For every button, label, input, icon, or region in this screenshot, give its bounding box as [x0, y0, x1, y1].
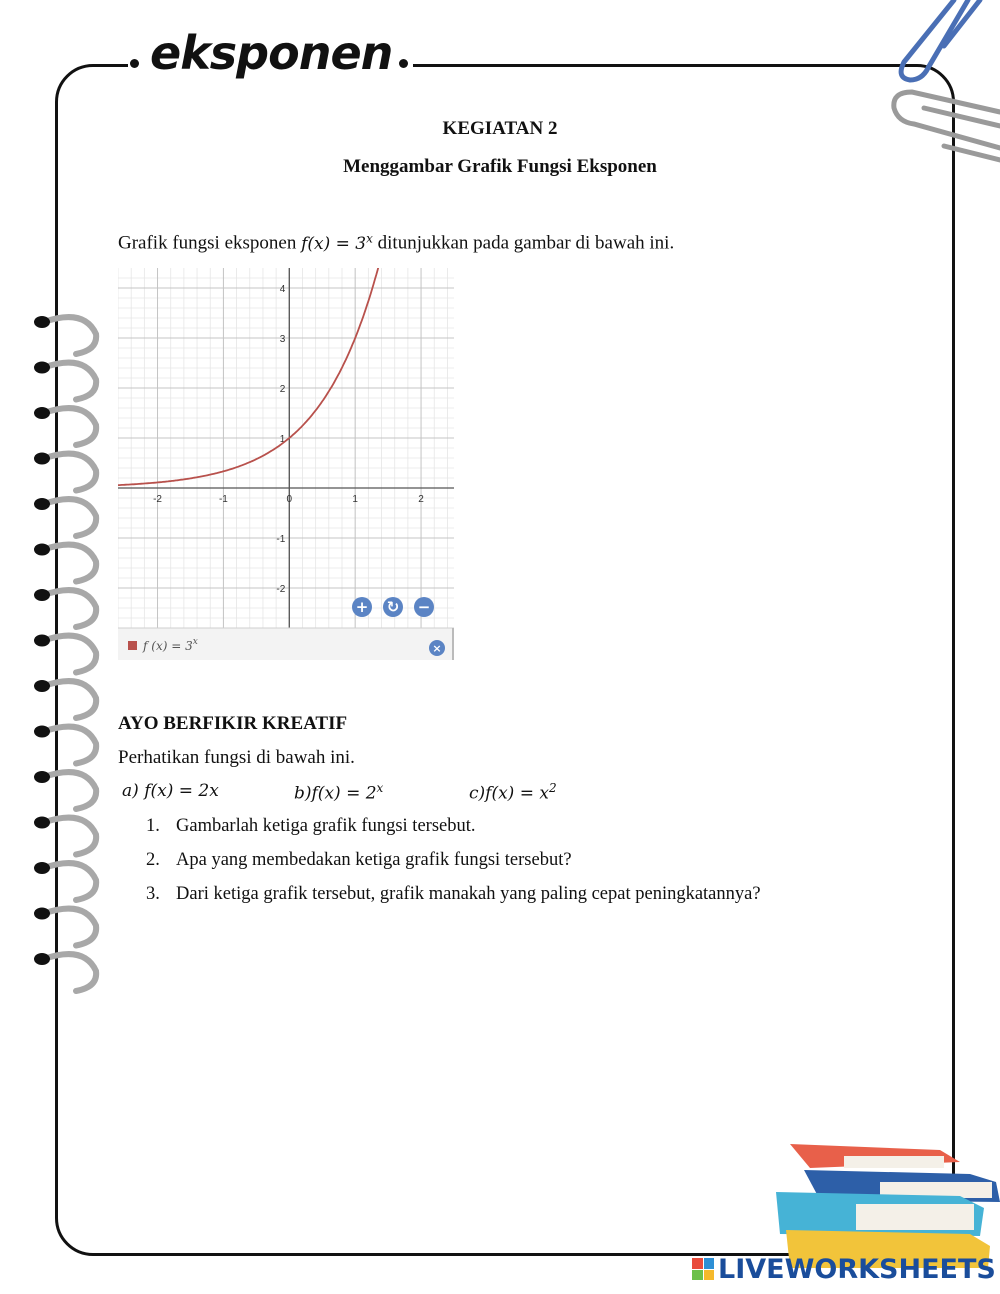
function-c — [469, 781, 557, 804]
spiral-hole — [34, 771, 50, 783]
title-dot-left — [130, 59, 139, 68]
liveworksheets-logo — [692, 1253, 996, 1285]
x-tick-label: 2 — [418, 494, 424, 505]
legend-label — [142, 637, 198, 653]
spiral-ring — [44, 863, 96, 900]
spiral-ring — [44, 636, 96, 673]
spiral-ring — [44, 317, 96, 354]
activity-title: Menggambar Grafik Fungsi Eksponen — [343, 156, 657, 177]
spiral-hole — [34, 453, 50, 465]
zoom-in-button[interactable] — [352, 597, 372, 617]
spiral-ring — [44, 772, 96, 809]
x-tick-label: -1 — [218, 494, 228, 505]
spiral-hole — [34, 362, 50, 374]
spiral-hole — [34, 498, 50, 510]
liveworksheets-text: LIVEWORKSHEETS — [718, 1253, 996, 1285]
spiral-ring — [44, 818, 96, 855]
spiral-ring — [44, 681, 96, 718]
intro-function-base: f(x) = 3 — [301, 233, 367, 254]
spiral-ring — [44, 363, 96, 400]
question-1-number: 1. — [146, 816, 160, 836]
legend-close-button[interactable] — [429, 640, 445, 656]
spiral-ring — [44, 454, 96, 491]
function-c-label: c) — [469, 783, 486, 804]
intro-text — [118, 231, 674, 255]
legend-label-exp: x — [192, 637, 198, 647]
title-dot-right — [399, 59, 408, 68]
section-title: AYO BERFIKIR KREATIF — [118, 713, 348, 734]
close-icon: × — [432, 642, 442, 655]
paper-clip-icon — [884, 0, 1000, 172]
books-illustration — [770, 1138, 1000, 1268]
spiral-hole — [34, 953, 50, 965]
question-1-text: Gambarlah ketiga grafik fungsi tersebut. — [176, 816, 476, 836]
spiral-ring — [44, 954, 96, 991]
reset-icon: ↻ — [386, 598, 400, 616]
spiral-hole — [34, 544, 50, 556]
function-b-expr: f(x) = 2 — [311, 783, 377, 804]
reset-button[interactable] — [383, 597, 403, 617]
spiral-ring — [44, 499, 96, 536]
function-b-exp: x — [376, 781, 384, 795]
activity-label: KEGIATAN 2 — [442, 118, 558, 139]
spiral-hole — [34, 817, 50, 829]
spiral-ring — [44, 909, 96, 946]
spiral-hole — [34, 908, 50, 920]
legend-swatch — [128, 641, 137, 650]
function-a-expr: f(x) = 2x — [144, 781, 219, 801]
y-tick-label: 1 — [279, 434, 286, 445]
intro-function — [301, 231, 373, 254]
spiral-hole — [34, 862, 50, 874]
y-tick-label: 4 — [279, 284, 286, 295]
question-3-text: Dari ketiga grafik tersebut, grafik manakah yang paling cepat peningkatannya? — [176, 884, 761, 904]
brand-title: eksponen — [150, 26, 393, 80]
intro-function-exp: x — [366, 231, 373, 245]
function-a — [122, 781, 219, 801]
zoom-out-icon: − — [417, 598, 431, 616]
question-1 — [146, 816, 476, 837]
spiral-binding — [32, 306, 104, 996]
spiral-ring — [44, 590, 96, 627]
spiral-hole — [34, 407, 50, 419]
spiral-ring — [44, 727, 96, 764]
intro-after: ditunjukkan pada gambar di bawah ini. — [377, 232, 675, 254]
zoom-in-icon: + — [355, 598, 369, 616]
spiral-hole — [34, 589, 50, 601]
function-b — [294, 781, 383, 804]
x-tick-label: -2 — [153, 494, 162, 505]
spiral-ring — [44, 545, 96, 582]
question-2-number: 2. — [146, 850, 160, 870]
notice-text: Perhatikan fungsi di bawah ini. — [118, 747, 355, 768]
spiral-hole — [34, 316, 50, 328]
zoom-out-button[interactable] — [414, 597, 434, 617]
question-3 — [146, 884, 761, 905]
function-c-expr: f(x) = x — [485, 783, 549, 804]
intro-before: Grafik fungsi eksponen — [118, 232, 297, 254]
question-3-number: 3. — [146, 884, 160, 904]
y-tick-label: 3 — [279, 334, 286, 345]
y-tick-label: -1 — [276, 534, 286, 545]
question-2-text: Apa yang membedakan ketiga grafik fungsi tersebut? — [176, 850, 572, 870]
liveworksheets-icon — [692, 1258, 714, 1280]
spiral-ring — [44, 408, 96, 445]
function-b-label: b) — [294, 783, 312, 804]
y-tick-label: -2 — [276, 584, 286, 595]
x-tick-label: 1 — [352, 494, 358, 505]
legend-label-base: f (x) = 3 — [143, 639, 193, 653]
y-tick-label: 2 — [279, 384, 286, 395]
question-2 — [146, 850, 572, 871]
x-tick-label: 0 — [286, 494, 293, 505]
spiral-hole — [34, 680, 50, 692]
function-c-exp: 2 — [548, 781, 557, 795]
function-a-label: a) — [122, 781, 139, 801]
spiral-hole — [34, 635, 50, 647]
function-graph[interactable] — [118, 268, 454, 660]
spiral-hole — [34, 726, 50, 738]
